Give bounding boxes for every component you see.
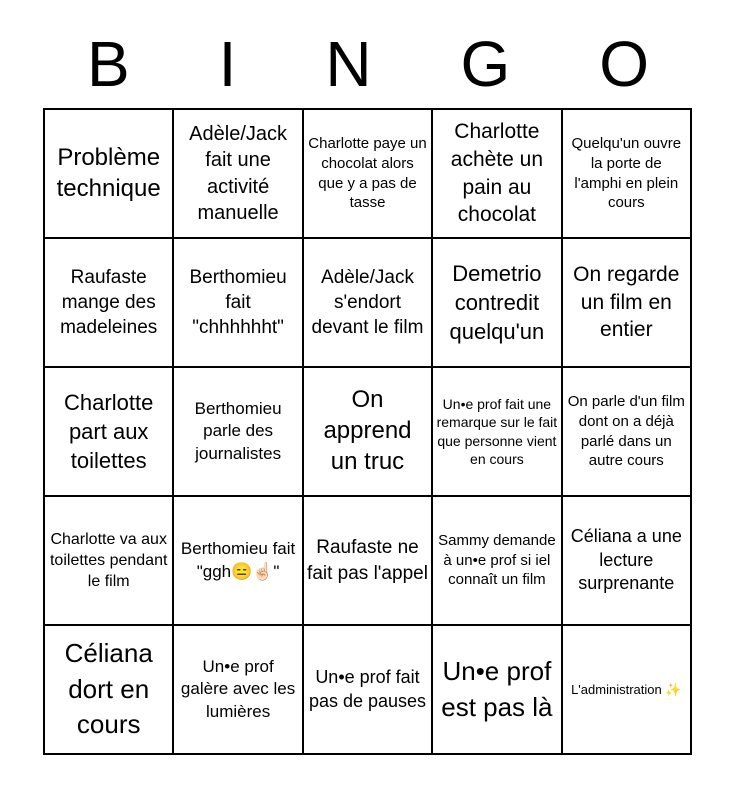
cell-r1c1[interactable]: Problème technique <box>45 110 172 237</box>
title-letter-g: G <box>460 28 511 100</box>
title-letter-b: B <box>87 28 130 100</box>
cell-r4c3[interactable]: Raufaste ne fait pas l'appel <box>304 497 431 624</box>
cell-r1c2[interactable]: Adèle/Jack fait une activité manuelle <box>174 110 301 237</box>
cell-r3c4[interactable]: Un•e prof fait une remarque sur le fait que personne vient en cours <box>433 368 560 495</box>
title-letter-n: N <box>325 28 372 100</box>
cell-r1c4[interactable]: Charlotte achète un pain au chocolat <box>433 110 560 237</box>
cell-r5c3[interactable]: Un•e prof fait pas de pauses <box>304 626 431 753</box>
cell-r1c5[interactable]: Quelqu'un ouvre la porte de l'amphi en plein cours <box>563 110 690 237</box>
cell-r3c2[interactable]: Berthomieu parle des journalistes <box>174 368 301 495</box>
cell-r2c4[interactable]: Demetrio contredit quelqu'un <box>433 239 560 366</box>
cell-r4c1[interactable]: Charlotte va aux toilettes pendant le film <box>45 497 172 624</box>
cell-r5c2[interactable]: Un•e prof galère avec les lumières <box>174 626 301 753</box>
cell-r3c5[interactable]: On parle d'un film dont on a déjà parlé dans un autre cours <box>563 368 690 495</box>
cell-r3c1[interactable]: Charlotte part aux toilettes <box>45 368 172 495</box>
cell-r5c5[interactable]: L'administration ✨ <box>563 626 690 753</box>
cell-r2c1[interactable]: Raufaste mange des madeleines <box>45 239 172 366</box>
cell-r3c3[interactable]: On apprend un truc <box>304 368 431 495</box>
bingo-title <box>87 28 649 100</box>
bingo-card <box>43 108 692 755</box>
cell-r4c5[interactable]: Céliana a une lecture surprenante <box>563 497 690 624</box>
cell-r4c2[interactable]: Berthomieu fait "ggh😑☝🏻" <box>174 497 301 624</box>
cell-r4c4[interactable]: Sammy demande à un•e prof si iel connaît un film <box>433 497 560 624</box>
cell-r2c5[interactable]: On regarde un film en entier <box>563 239 690 366</box>
cell-r5c1[interactable]: Céliana dort en cours <box>45 626 172 753</box>
title-letter-o: O <box>599 28 649 100</box>
cell-r2c3[interactable]: Adèle/Jack s'endort devant le film <box>304 239 431 366</box>
cell-r5c4[interactable]: Un•e prof est pas là <box>433 626 560 753</box>
title-letter-i: I <box>218 28 237 100</box>
cell-r1c3[interactable]: Charlotte paye un chocolat alors que y a pas de tasse <box>304 110 431 237</box>
cell-r2c2[interactable]: Berthomieu fait "chhhhhht" <box>174 239 301 366</box>
